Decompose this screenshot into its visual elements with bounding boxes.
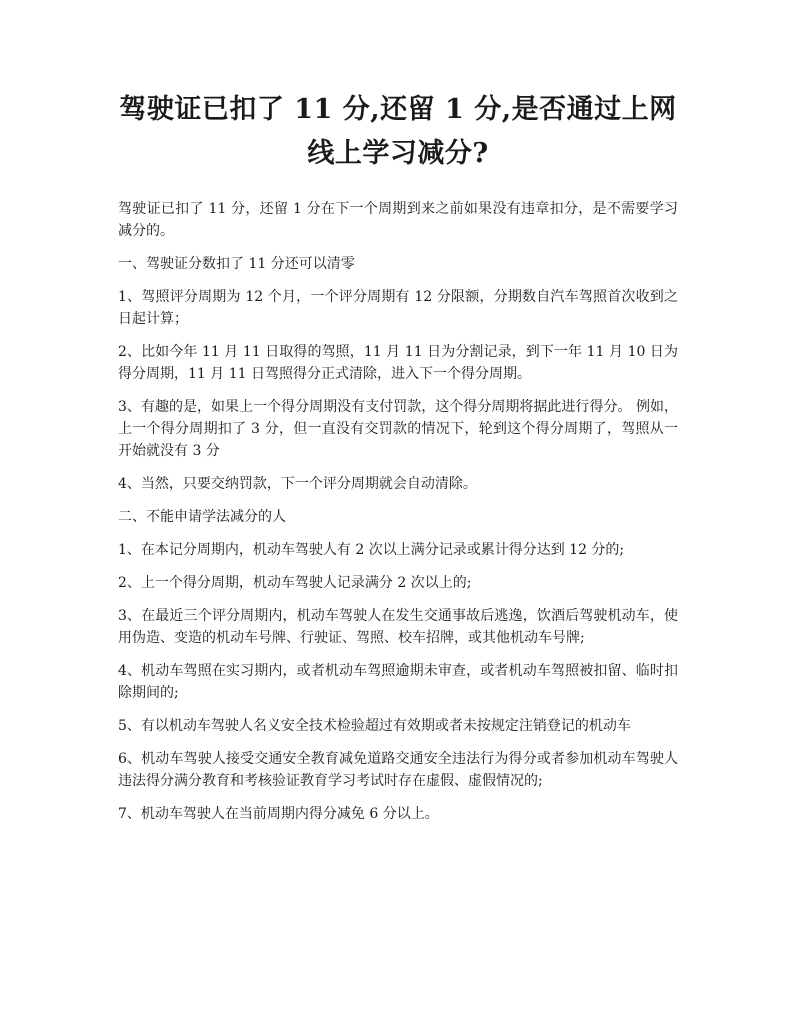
title-line-1: 驾驶证已扣了 11 分,还留 1 分,是否通过上网 <box>119 94 677 125</box>
intro-paragraph: 驾驶证已扣了 11 分，还留 1 分在下一个周期到来之前如果没有违章扣分，是不需要学习减分的。 <box>118 201 678 239</box>
title-line-2: 线上学习减分? <box>307 138 489 169</box>
section1-item-4: 4、当然，只要交纳罚款，下一个评分周期就会自动清除。 <box>118 476 477 492</box>
section-heading-1: 一、驾驶证分数扣了 11 分还可以清零 <box>118 256 355 272</box>
section1-item-2: 2、比如今年 11 月 11 日取得的驾照，11 月 11 日为分割记录，到下一年 11 月 10 日为得分周期，11 月 11 日驾照得分正式清除，进入下一个得分周期。 <box>118 344 678 382</box>
section-heading-2: 二、不能申请学法减分的人 <box>118 509 286 525</box>
section2-item-2: 2、上一个得分周期，机动车驾驶人记录满分 2 次以上的; <box>118 575 472 591</box>
section1-item-3: 3、有趣的是，如果上一个得分周期没有支付罚款，这个得分周期将据此进行得分。 例如，上一个得分周期扣了 3 分，但一直没有交罚款的情况下，轮到这个得分周期了，驾照从一开始就没有 3 分 <box>118 399 678 459</box>
section2-item-4: 4、机动车驾照在实习期内，或者机动车驾照逾期未审查，或者机动车驾照被扣留、临时扣除期间的; <box>118 663 678 701</box>
section2-item-7: 7、机动车驾驶人在当前周期内得分减免 6 分以上。 <box>118 806 439 822</box>
document-title <box>118 88 678 176</box>
section2-item-6: 6、机动车驾驶人接受交通安全教育减免道路交通安全违法行为得分或者参加机动车驾驶人违法得分满分教育和考核验证教育学习考试时存在虚假、虚假情况的; <box>118 751 678 789</box>
section1-item-1: 1、驾照评分周期为 12 个月，一个评分周期有 12 分限额，分期数自汽车驾照首次收到之日起计算； <box>118 289 678 327</box>
section2-item-1: 1、在本记分周期内，机动车驾驶人有 2 次以上满分记录或累计得分达到 12 分的; <box>118 542 625 558</box>
section2-item-3: 3、在最近三个评分周期内，机动车驾驶人在发生交通事故后逃逸，饮酒后驾驶机动车，使用伪造、变造的机动车号牌、行驶证、驾照、校车招牌，或其他机动车号牌; <box>118 608 678 646</box>
section2-item-5: 5、有以机动车驾驶人名义安全技术检验超过有效期或者未按规定注销登记的机动车 <box>118 718 631 734</box>
